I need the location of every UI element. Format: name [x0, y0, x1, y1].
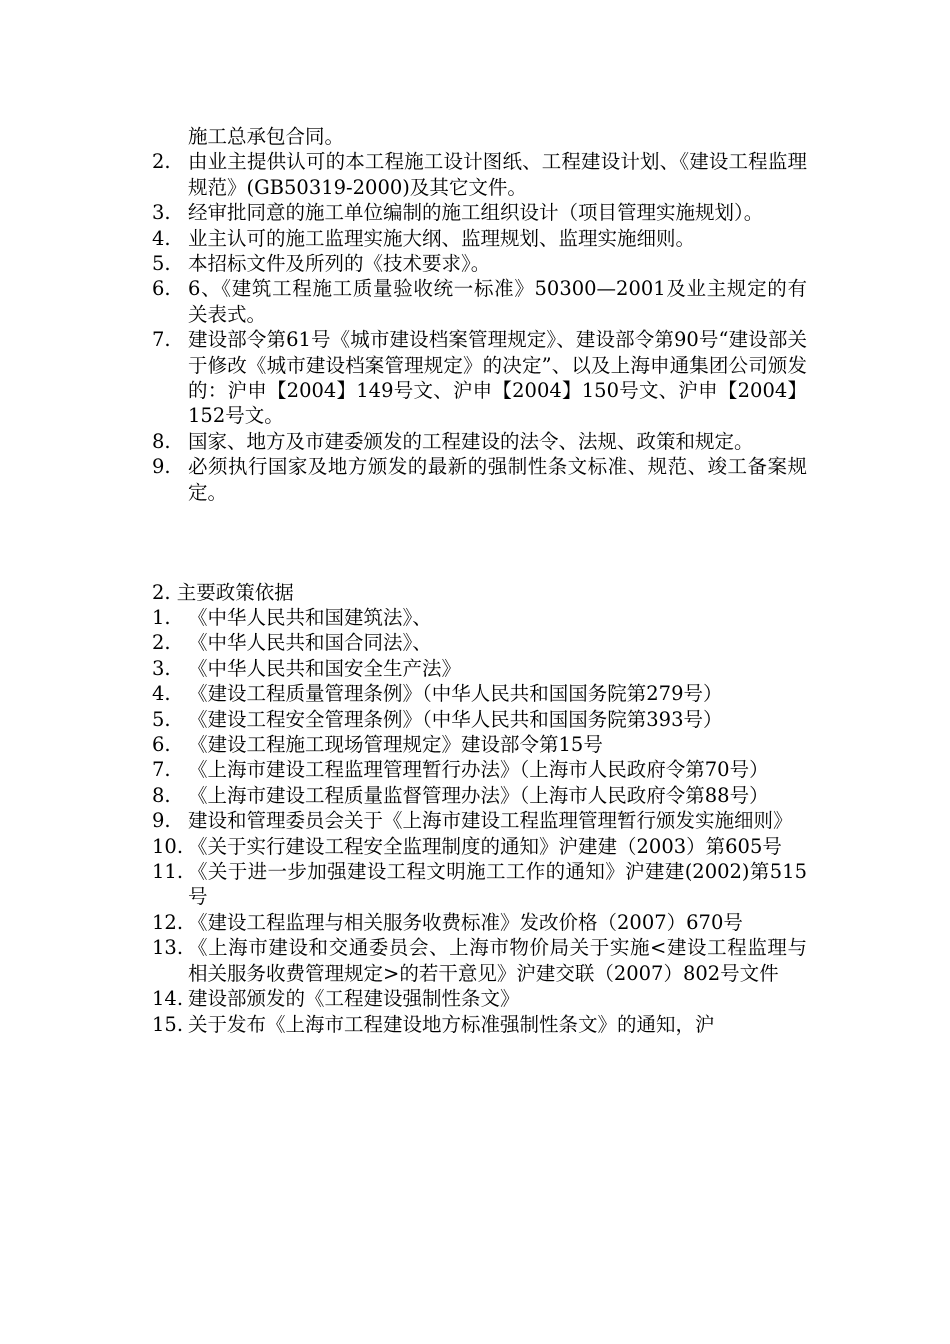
list-item-text: 《上海市建设工程监理管理暂行办法》（上海市人民政府令第70号） [188, 758, 769, 782]
list-item-number: 4. [152, 682, 171, 706]
section1-list [152, 124, 807, 505]
section2-list [152, 605, 807, 1037]
list-item-text: 《建设工程施工现场管理规定》建设部令第15号 [188, 733, 603, 757]
list-item [152, 859, 807, 910]
list-item-number: 2. [152, 631, 171, 655]
list-item [152, 226, 807, 251]
list-item-number: 15. [152, 1012, 184, 1036]
list-item-number: 9. [152, 455, 171, 479]
list-item [152, 986, 807, 1011]
list-item-number: 7. [152, 758, 171, 782]
list-item [152, 149, 807, 200]
list-item-number: 14. [152, 987, 184, 1011]
list-item-text: 《建设工程监理与相关服务收费标准》发改价格（2007）670号 [188, 910, 743, 934]
list-item-text: 建设部颁发的《工程建设强制性条文》 [188, 987, 520, 1011]
list-item-text: 关于发布《上海市工程建设地方标准强制性条文》的通知，沪 [188, 1012, 715, 1036]
list-item-text: 业主认可的施工监理实施大纲、监理规划、监理实施细则。 [188, 226, 696, 250]
list-item-text: 《关于实行建设工程安全监理制度的通知》沪建建（2003）第605号 [188, 834, 782, 858]
list-item [152, 783, 807, 808]
list-item-number: 8. [152, 429, 171, 453]
list-item-text: 建设和管理委员会关于《上海市建设工程监理管理暂行颁发实施细则》 [188, 809, 793, 833]
list-item-number: 11. [152, 860, 184, 884]
list-item-text: 《关于进一步加强建设工程文明施工工作的通知》沪建建(2002)第515号 [188, 860, 807, 909]
list-item [152, 834, 807, 859]
list-item [152, 808, 807, 833]
list-item [152, 910, 807, 935]
list-item-number: 3. [152, 656, 171, 680]
list-item [152, 605, 807, 630]
list-item [152, 757, 807, 782]
list-item-number: 1. [152, 606, 171, 629]
list-item-text: 《中华人民共和国安全生产法》 [188, 656, 462, 680]
list-item-number: 5. [152, 252, 171, 276]
list-item-number: 9. [152, 809, 171, 833]
list-item [152, 429, 807, 454]
list-item-text: 《中华人民共和国合同法》、 [188, 631, 432, 655]
list-item-text: 《上海市建设和交通委员会、上海市物价局关于实施<建设工程监理与相关服务收费管理规定>的若干意见》沪建交联（2007）802号文件 [188, 936, 807, 985]
list-item [152, 935, 807, 986]
list-item-text: 《建设工程质量管理条例》（中华人民共和国国务院第279号） [188, 682, 723, 706]
list-item [152, 454, 807, 505]
list-item-number: 4. [152, 226, 171, 250]
list-item [152, 656, 807, 681]
list-item-text: 6、《建筑工程施工质量验收统一标准》50300—2001及业主规定的有关表式。 [188, 277, 807, 326]
list-item [152, 732, 807, 757]
list-item-text: 《中华人民共和国建筑法》、 [188, 606, 432, 629]
list-item-continuation: 施工总承包合同。 [188, 125, 345, 148]
list-item-number: 6. [152, 733, 171, 757]
list-item [152, 1012, 807, 1037]
list-item [152, 327, 807, 429]
list-item-text: 建设部令第61号《城市建设档案管理规定》、建设部令第90号“建设部关于修改《城市建设档案管理规定》的决定”、以及上海申通集团公司颁发的：沪申【2004】149号文、沪申【2004】150号文、沪申【2004】152号文。 [188, 328, 807, 428]
list-item-text: 《建设工程安全管理条例》（中华人民共和国国务院第393号） [188, 707, 723, 731]
list-item-number: 13. [152, 936, 184, 960]
list-item [152, 707, 807, 732]
list-item-text: 本招标文件及所列的《技术要求》。 [188, 252, 491, 276]
list-item-text: 必须执行国家及地方颁发的最新的强制性条文标准、规范、竣工备案规定。 [188, 455, 807, 504]
list-item-number: 12. [152, 910, 184, 934]
list-item-number: 7. [152, 328, 171, 352]
list-item [152, 200, 807, 225]
list-item-number: 10. [152, 834, 184, 858]
list-item [152, 681, 807, 706]
list-item-number: 5. [152, 707, 171, 731]
list-item-number: 6. [152, 277, 171, 301]
list-item [152, 276, 807, 327]
list-item-text: 由业主提供认可的本工程施工设计图纸、工程建设计划、《建设工程监理规范》(GB50319-2000)及其它文件。 [188, 150, 807, 199]
list-item [152, 251, 807, 276]
list-item-number: 3. [152, 201, 171, 225]
list-item [152, 630, 807, 655]
list-item-text: 国家、地方及市建委颁发的工程建设的法令、法规、政策和规定。 [188, 429, 754, 453]
list-item-number: 2. [152, 150, 171, 174]
list-item-number: 8. [152, 783, 171, 807]
list-item-text: 《上海市建设工程质量监督管理办法》（上海市人民政府令第88号） [188, 783, 769, 807]
section-heading: 2. 主要政策依据 [152, 581, 294, 604]
list-item-text: 经审批同意的施工单位编制的施工组织设计（项目管理实施规划）。 [188, 201, 764, 225]
